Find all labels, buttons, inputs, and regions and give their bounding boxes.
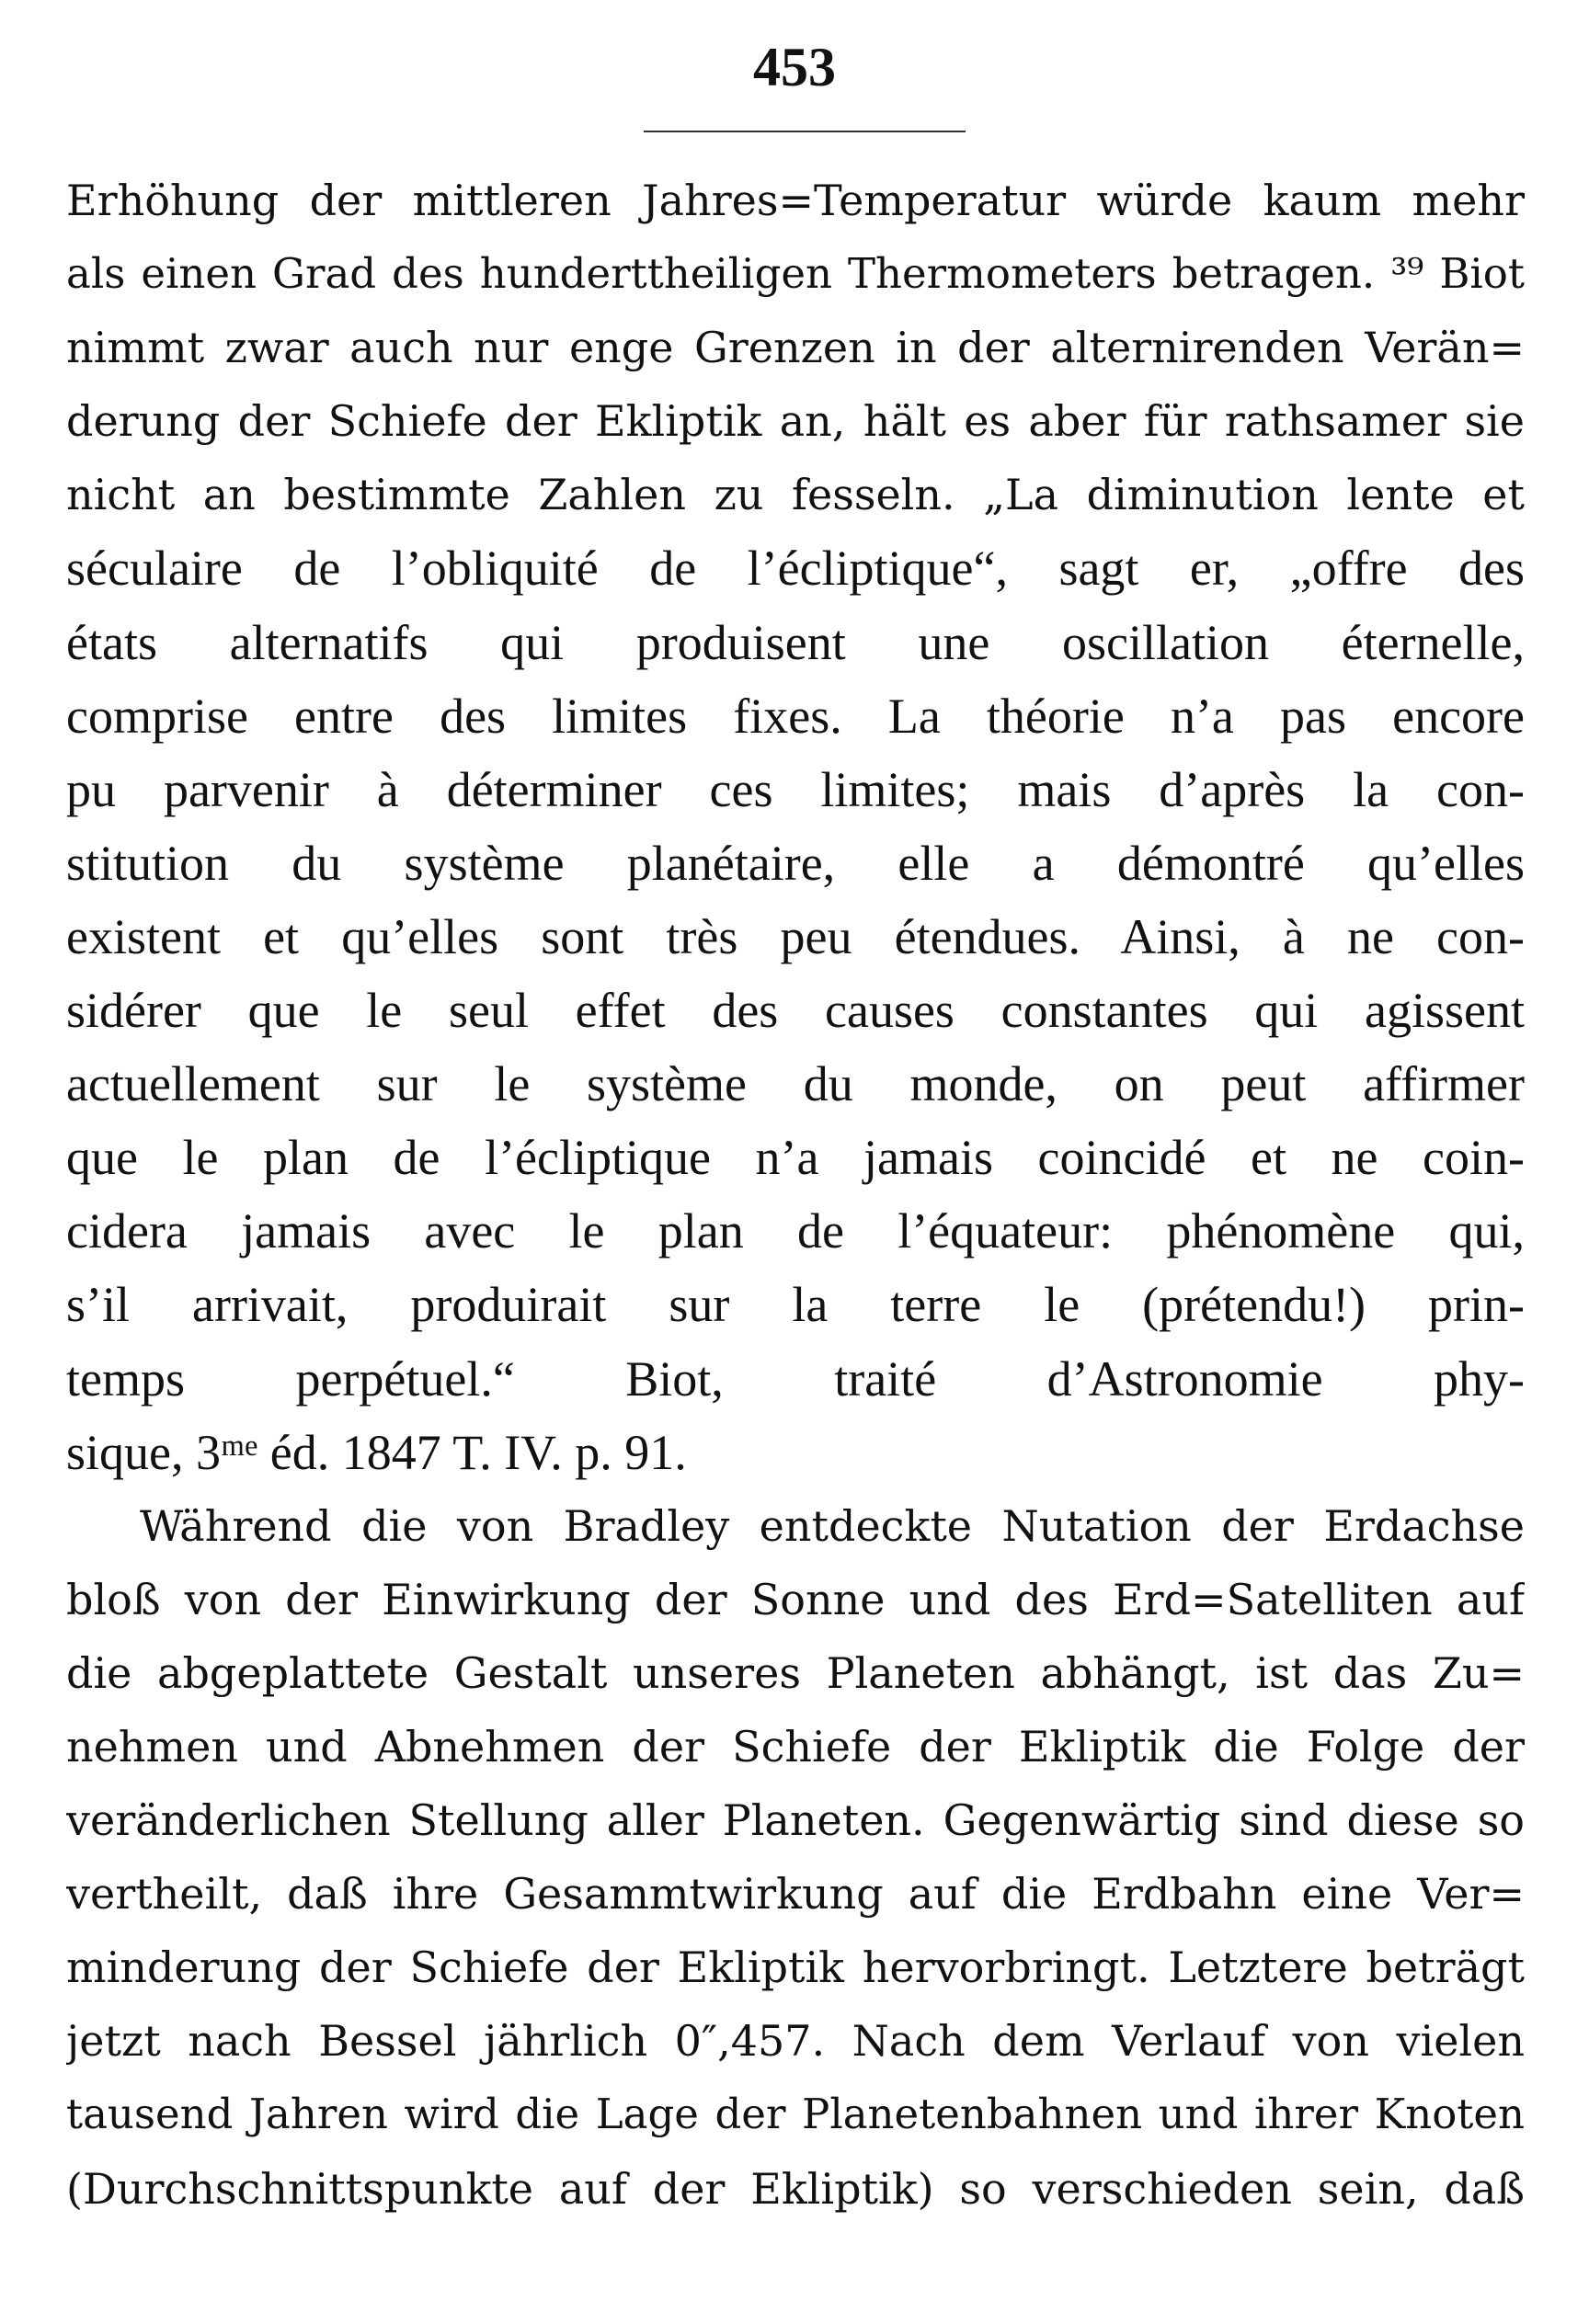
paragraph-2 [66,1489,1525,2226]
text-line: vertheilt, daß ihre Gesammtwirkung auf die Erdbahn eine Ver= [66,1869,1525,1920]
text-line: als einen Grad des hunderttheiligen Thermometers betragen. ³⁹ Biot [66,249,1525,299]
text-line: nicht an bestimmte Zahlen zu fesseln. „La diminution lente et [66,470,1525,520]
text-line: sique, 3ᵐᵉ éd. 1847 T. IV. p. 91. [66,1424,687,1480]
text-line: actuellement sur le système du monde, on peut affirmer [66,1056,1525,1112]
text-line: bloß von der Einwirkung der Sonne und des Erd=Satelliten auf [66,1574,1525,1624]
text-line: Während die von Bradley entdeckte Nutation der Erdachse [140,1500,1525,1551]
text-line: stitution du système planétaire, elle a démontré qu’elles [66,835,1525,891]
text-line: minderung der Schiefe der Ekliptik hervorbringt. Letztere beträgt [66,1942,1525,1993]
text-line: que le plan de l’écliptique n’a jamais coincidé et ne coin- [66,1130,1525,1186]
text-line: sidérer que le seul effet des causes constantes qui agissent [66,983,1525,1039]
text-line: veränderlichen Stellung aller Planeten. Gegenwärtig sind diese so [66,1795,1525,1846]
text-line: derung der Schiefe der Ekliptik an, hält es aber für rathsamer sie [66,396,1525,447]
text-line: tausend Jahren wird die Lage der Planetenbahnen und ihrer Knoten [66,2090,1525,2139]
page-number: 453 [753,37,836,97]
text-line: séculaire de l’obliquité de l’écliptique“, sagt er, „offre des [66,541,1525,597]
paragraph-1 [66,164,1525,1489]
text-line: Erhöhung der mittleren Jahres=Temperatur würde kaum mehr [66,176,1525,225]
header-rule [644,131,966,132]
body-text [66,164,1525,2226]
text-line: (Durchschnittspunkte auf der Ekliptik) so verschieden sein, daß [66,2163,1525,2214]
text-line: nimmt zwar auch nur enge Grenzen in der alternirenden Verän= [66,323,1525,373]
text-line: nehmen und Abnehmen der Schiefe der Ekliptik die Folge der [66,1721,1525,1771]
text-line: cidera jamais avec le plan de l’équateur: phénomène qui, [66,1203,1525,1259]
text-line: temps perpétuel.“ Biot, traité d’Astronomie phy- [66,1350,1525,1407]
text-line: pu parvenir à déterminer ces limites; mais d’après la con- [66,761,1525,817]
text-line: existent et qu’elles sont très peu étendues. Ainsi, à ne con- [66,908,1525,964]
text-line: s’il arrivait, produirait sur la terre le (prétendu!) prin- [66,1277,1525,1333]
text-line: comprise entre des limites fixes. La théorie n’a pas encore [66,688,1525,744]
text-line: die abgeplattete Gestalt unseres Planeten abhängt, ist das Zu= [66,1647,1525,1698]
text-line: états alternatifs qui produisent une oscillation éternelle, [66,614,1525,670]
text-line: jetzt nach Bessel jährlich 0″,457. Nach dem Verlauf von vielen [66,2016,1525,2067]
